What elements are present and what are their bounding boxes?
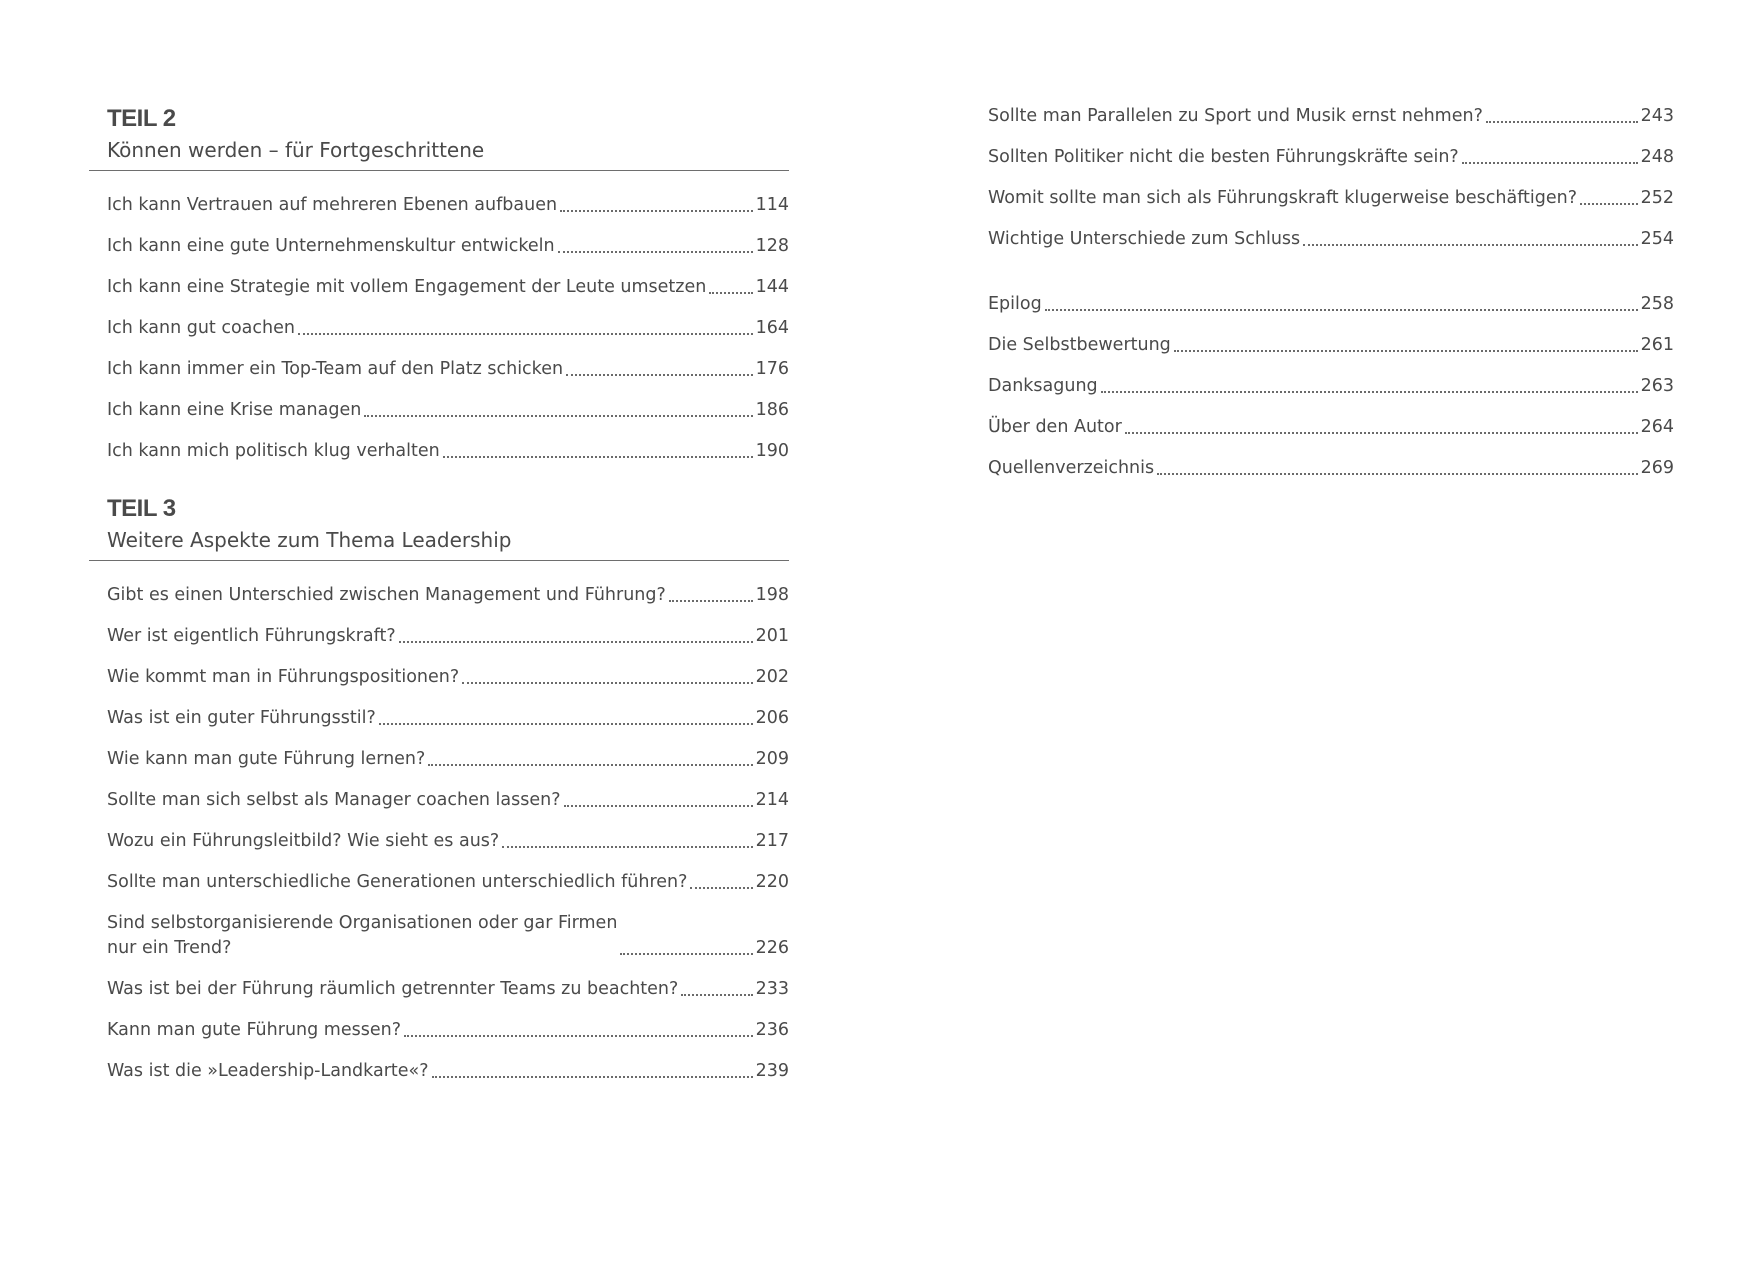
dot-leader (1303, 244, 1637, 246)
toc-entry-title: Kann man gute Führung messen? (107, 1020, 401, 1040)
dot-leader (558, 251, 753, 253)
toc-left-column (89, 104, 789, 1114)
toc-entry-title: Ich kann mich politisch klug verhalten (107, 441, 440, 461)
toc-entry-title: Gibt es einen Unterschied zwischen Management und Führung? (107, 585, 666, 605)
part-label: TEIL 3 (107, 495, 176, 522)
toc-entry-page: 252 (1640, 188, 1674, 208)
toc-entry-page: 114 (755, 195, 789, 215)
toc-entry-page: 254 (1640, 229, 1674, 249)
toc-entry-page: 236 (755, 1020, 789, 1040)
part-title: Können werden – für Fortgeschrittene (107, 138, 485, 162)
toc-entry-title: Wie kommt man in Führungspositionen? (107, 667, 460, 687)
toc-entry (107, 911, 789, 961)
toc-entry-page: 239 (755, 1061, 789, 1081)
toc-entry (988, 227, 1674, 252)
toc-entry (988, 374, 1674, 399)
toc-entry (107, 316, 789, 341)
part-title: Weitere Aspekte zum Thema Leadership (107, 528, 512, 552)
toc-entry-title: Sollte man Parallelen zu Sport und Musik ernst nehmen? (988, 106, 1483, 126)
toc-entry-page: 176 (755, 359, 789, 379)
toc-entry (107, 747, 789, 772)
toc-entry (988, 145, 1674, 170)
dot-leader (1045, 309, 1638, 311)
dot-leader (1101, 391, 1638, 393)
toc-entry-page: 128 (755, 236, 789, 256)
toc-entry-page: 198 (755, 585, 789, 605)
toc-entry-title-line: Sind selbstorganisierende Organisationen oder gar Firmen (107, 913, 618, 933)
dot-leader (566, 374, 753, 376)
dot-leader (462, 682, 752, 684)
toc-entry (988, 333, 1674, 358)
part-divider (89, 560, 789, 561)
toc-entry-page: 217 (755, 831, 789, 851)
toc-entry-page: 261 (1640, 335, 1674, 355)
part-label: TEIL 2 (107, 105, 176, 132)
toc-entry-title: Ich kann Vertrauen auf mehreren Ebenen aufbauen (107, 195, 558, 215)
toc-entry (988, 186, 1674, 211)
toc-entry (107, 665, 789, 690)
toc-entry-page: 144 (755, 277, 789, 297)
toc-entry-title: Was ist bei der Führung räumlich getrennter Teams zu beachten? (107, 979, 679, 999)
toc-entry-page: 258 (1640, 294, 1674, 314)
toc-entry-title (107, 911, 617, 961)
toc-entry-page: 220 (755, 872, 789, 892)
toc-entry-page: 190 (755, 441, 789, 461)
dot-leader (564, 805, 753, 807)
toc-entry (107, 977, 789, 1002)
toc-entry-page: 264 (1640, 417, 1674, 437)
toc-entry-title: Ich kann eine gute Unternehmenskultur entwickeln (107, 236, 555, 256)
dot-leader (560, 210, 753, 212)
dot-leader (669, 600, 753, 602)
toc-part-2 (89, 104, 789, 464)
toc-entry-title-line: nur ein Trend? (107, 938, 232, 958)
toc-entry-title: Epilog (988, 294, 1042, 314)
dot-leader (432, 1076, 753, 1078)
dot-leader (690, 887, 752, 889)
toc-entry-title: Was ist die »Leadership-Landkarte«? (107, 1061, 429, 1081)
toc-entry-page: 164 (755, 318, 789, 338)
dot-leader (404, 1035, 753, 1037)
dot-leader (364, 415, 752, 417)
dot-leader (379, 723, 753, 725)
toc-entry-title: Ich kann immer ein Top-Team auf den Platz schicken (107, 359, 564, 379)
toc-right-column (988, 104, 1674, 497)
toc-entry-title: Danksagung (988, 376, 1098, 396)
group-spacer (988, 268, 1674, 292)
dot-leader (1174, 350, 1638, 352)
toc-entry-title: Ich kann eine Krise managen (107, 400, 362, 420)
toc-entry-title: Ich kann gut coachen (107, 318, 295, 338)
toc-entry-page: 269 (1640, 458, 1674, 478)
dot-leader (428, 764, 752, 766)
toc-entry-title: Sollten Politiker nicht die besten Führungskräfte sein? (988, 147, 1459, 167)
toc-entry-title: Wichtige Unterschiede zum Schluss (988, 229, 1301, 249)
toc-entry (988, 456, 1674, 481)
toc-entry-page: 201 (755, 626, 789, 646)
toc-entry (107, 398, 789, 423)
toc-entry (107, 870, 789, 895)
toc-entry (107, 275, 789, 300)
toc-entry-title: Wozu ein Führungsleitbild? Wie sieht es aus? (107, 831, 500, 851)
toc-entry (988, 415, 1674, 440)
toc-entry (107, 193, 789, 218)
toc-entry-title: Sollte man sich selbst als Manager coachen lassen? (107, 790, 561, 810)
toc-entry-title: Womit sollte man sich als Führungskraft klugerweise beschäftigen? (988, 188, 1578, 208)
toc-entry (107, 706, 789, 731)
toc-entry (107, 439, 789, 464)
toc-entry-page: 214 (755, 790, 789, 810)
toc-entry-title: Wer ist eigentlich Führungskraft? (107, 626, 396, 646)
dot-leader (1580, 203, 1638, 205)
toc-entry-page: 226 (755, 938, 789, 958)
dot-leader (1462, 162, 1638, 164)
toc-entry-title: Die Selbstbewertung (988, 335, 1171, 355)
toc-list (107, 583, 789, 1084)
toc-entry-title: Sollte man unterschiedliche Generationen unterschiedlich führen? (107, 872, 688, 892)
dot-leader (681, 994, 752, 996)
toc-entry (107, 234, 789, 259)
toc-entry (988, 104, 1674, 129)
toc-entry (107, 583, 789, 608)
dot-leader (399, 641, 753, 643)
toc-entry (107, 1018, 789, 1043)
dot-leader (1486, 121, 1638, 123)
toc-entry-page: 202 (755, 667, 789, 687)
toc-entry-page: 243 (1640, 106, 1674, 126)
toc-list (107, 193, 789, 464)
toc-entry (107, 788, 789, 813)
toc-entry-page: 209 (755, 749, 789, 769)
part-divider (89, 170, 789, 171)
dot-leader (1157, 473, 1637, 475)
toc-entry-page: 263 (1640, 376, 1674, 396)
toc-entry (107, 1059, 789, 1084)
toc-entry-page: 233 (755, 979, 789, 999)
toc-entry (988, 292, 1674, 317)
toc-entry-title: Ich kann eine Strategie mit vollem Engagement der Leute umsetzen (107, 277, 707, 297)
toc-entry-page: 248 (1640, 147, 1674, 167)
toc-entry-title: Was ist ein guter Führungsstil? (107, 708, 376, 728)
toc-entry-title: Wie kann man gute Führung lernen? (107, 749, 426, 769)
toc-entry-page: 186 (755, 400, 789, 420)
dot-leader (298, 333, 753, 335)
dot-leader (1125, 432, 1638, 434)
toc-entry-title: Über den Autor (988, 417, 1122, 437)
toc-entry-title: Quellenverzeichnis (988, 458, 1155, 478)
toc-entry (107, 624, 789, 649)
toc-entry (107, 357, 789, 382)
dot-leader (709, 292, 752, 294)
toc-list (988, 104, 1674, 481)
dot-leader (620, 953, 752, 955)
toc-entry (107, 829, 789, 854)
dot-leader (502, 846, 752, 848)
toc-entry-page: 206 (755, 708, 789, 728)
dot-leader (443, 456, 753, 458)
toc-part-3 (89, 494, 789, 1084)
